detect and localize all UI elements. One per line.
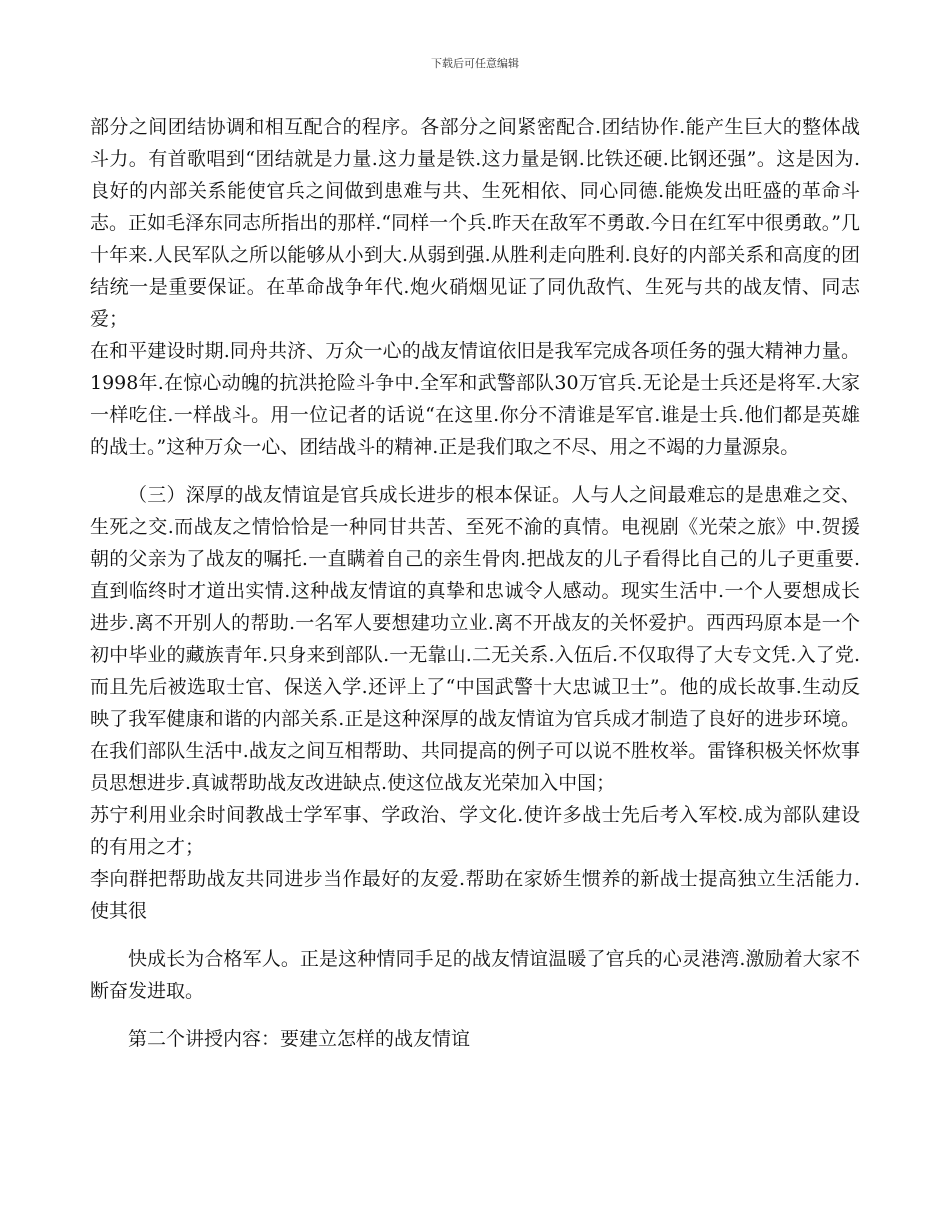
paragraph-growth-guarantee: （三）深厚的战友情谊是官兵成长进步的根本保证。人与人之间最难忘的是患难之交、生死之交.而战友之情恰恰是一种同甘共苦、至死不渝的真情。电视剧《光荣之旅》中.贺援朝的父亲为了战友的嘱托.一直瞒着自己的亲生骨肉.把战友的儿子看得比自己的儿子更重要.直到临终时才道出实情.这种战友情谊的真挚和忠诚令人感动。现实生活中.一个人要想成长进步.离不开别人的帮助.一名军人要想建功立业.离不开战友的关怀爱护。西西玛原本是一个初中毕业的藏族青年.只身来到部队.一无靠山.二无关系.入伍后.不仅取得了大专文凭.入了党.而且先后被选取士官、保送入学.还评上了“中国武警十大忠诚卫士”。他的成长故事.生动反映了我军健康和谐的内部关系.正是这种深厚的战友情谊为官兵成才制造了良好的进步环境。在我们部队生活中.战友之间互相帮助、共同提高的例子可以说不胜枚举。雷锋积极关怀炊事员思想进步.真诚帮助战友改进缺点.使这位战友光荣加入中国； (90, 484, 860, 794)
paragraph-suning: 苏宁利用业余时间教战士学军事、学政治、学文化.使许多战士先后考入军校.成为部队建设的有用之才； (90, 804, 860, 858)
page-header: 下载后可任意编辑 (431, 57, 519, 70)
document-body (90, 111, 860, 1055)
paragraph-unity-strength: 部分之间团结协调和相互配合的程序。各部分之间紧密配合.团结协作.能产生巨大的整体战斗力。有首歌唱到“团结就是力量.这力量是铁.这力量是钢.比铁还硬.比钢还强”。这是因为.良好的内部关系能使官兵之间做到患难与共、生死相依、同心同德.能焕发出旺盛的革命斗志。正如毛泽东同志所指出的那样.“同样一个兵.昨天在敌军不勇敢.今日在红军中很勇敢。”几十年来.人民军队之所以能够从小到大.从弱到强.从胜利走向胜利.良好的内部关系和高度的团结统一是重要保证。在革命战争年代.炮火硝烟见证了同仇敌忾、生死与共的战友情、同志爱； (90, 116, 860, 330)
paragraph-qualified-soldier: 快成长为合格军人。正是这种情同手足的战友情谊温暖了官兵的心灵港湾.激励着大家不断奋发进取。 (90, 948, 860, 1002)
paragraph-lixiangqun: 李向群把帮助战友共同进步当作最好的友爱.帮助在家娇生惯养的新战士提高独立生活能力.使其很 (90, 868, 860, 922)
paragraph-peacetime: 在和平建设时期.同舟共济、万众一心的战友情谊依旧是我军完成各项任务的强大精神力量。1998年.在惊心动魄的抗洪抢险斗争中.全军和武警部队30万官兵.无论是士兵还是将军.大家一样吃住.一样战斗。用一位记者的话说“在这里.你分不清谁是军官.谁是士兵.他们都是英雄的战士。”这种万众一心、团结战斗的精神.正是我们取之不尽、用之不竭的力量源泉。 (90, 340, 860, 458)
section-heading: 第二个讲授内容：要建立怎样的战友情谊 (128, 1028, 471, 1050)
